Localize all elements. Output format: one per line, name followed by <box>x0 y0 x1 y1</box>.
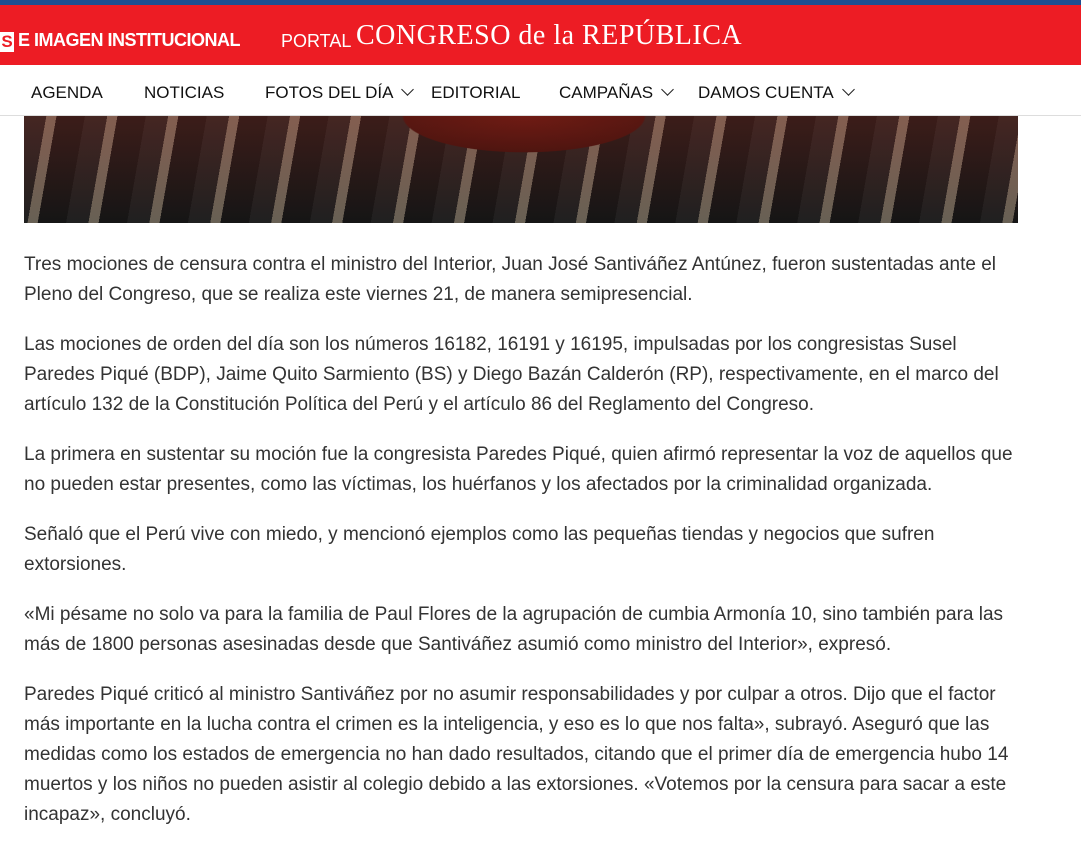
nav-editorial[interactable] <box>431 83 520 103</box>
chevron-down-icon[interactable] <box>661 83 674 96</box>
paragraph: Las mociones de orden del día son los números 16182, 16191 y 16195, impulsadas por los congresistas Susel Paredes Piqué (BDP), Jaime Quito Sarmiento (BS) y Diego Bazán Calderón (RP), respectivamente, en el marco del artículo 132 de la Constitución Política del Perú y el artículo 86 del Reglamento del Congreso. <box>24 334 999 415</box>
nav-label: NOTICIAS <box>144 83 225 102</box>
nav-label: FOTOS DEL DÍA <box>265 83 394 102</box>
nav-fotos-del-dia[interactable] <box>265 83 412 103</box>
paragraph: Señaló que el Perú vive con miedo, y mencionó ejemplos como las pequeñas tiendas y negocios que sufren extorsiones. <box>24 524 935 575</box>
main-nav <box>0 65 1081 116</box>
nav-noticias[interactable] <box>144 83 224 103</box>
logo-text[interactable]: E IMAGEN INSTITUCIONAL <box>18 30 240 50</box>
nav-label: DAMOS CUENTA <box>698 83 834 102</box>
nav-damos-cuenta[interactable] <box>698 83 853 103</box>
nav-agenda[interactable] <box>31 83 103 103</box>
paragraph: Tres mociones de censura contra el ministro del Interior, Juan José Santiváñez Antúnez, fueron sustentadas ante el Pleno del Congreso, que se realiza este viernes 21, de manera semipresencial. <box>24 254 997 305</box>
nav-label: EDITORIAL <box>431 83 521 102</box>
nav-campanas[interactable] <box>559 83 672 103</box>
paragraph: Paredes Piqué criticó al ministro Santiváñez por no asumir responsabilidades y por culpar a otros. Dijo que el factor más importante en la lucha contra el crimen es la inteligencia, y eso es lo que nos falta», subrayó. Aseguró que las medidas como los estados de emergencia no han dado resultados, citando que el primer día de emergencia hubo 14 muertos y los niños no pueden asistir al colegio debido a las extorsiones. «Votemos por la censura para sacar a este incapaz», concluyó. <box>24 684 1009 825</box>
logo-letter[interactable]: S <box>1 32 13 51</box>
chevron-down-icon[interactable] <box>842 83 855 96</box>
paragraph: «Mi pésame no solo va para la familia de Paul Flores de la agrupación de cumbia Armonía 10, sino también para las más de 1800 personas asesinadas desde que Santiváñez asumió como ministro del Interior», expresó. <box>24 604 1004 655</box>
paragraph: La primera en sustentar su moción fue la congresista Paredes Piqué, quien afirmó representar la voz de aquellos que no pueden estar presentes, como las víctimas, los huérfanos y los afectados por la criminalidad organizada. <box>24 444 1013 495</box>
article-body <box>24 250 1024 850</box>
nav-label: CAMPAÑAS <box>559 83 654 102</box>
nav-label: AGENDA <box>31 83 103 102</box>
article-photo <box>24 116 1018 223</box>
chevron-down-icon[interactable] <box>402 83 415 96</box>
portal-label: PORTAL <box>281 31 352 51</box>
site-title[interactable]: CONGRESO de la REPÚBLICA <box>356 20 743 51</box>
site-header <box>0 5 1081 65</box>
